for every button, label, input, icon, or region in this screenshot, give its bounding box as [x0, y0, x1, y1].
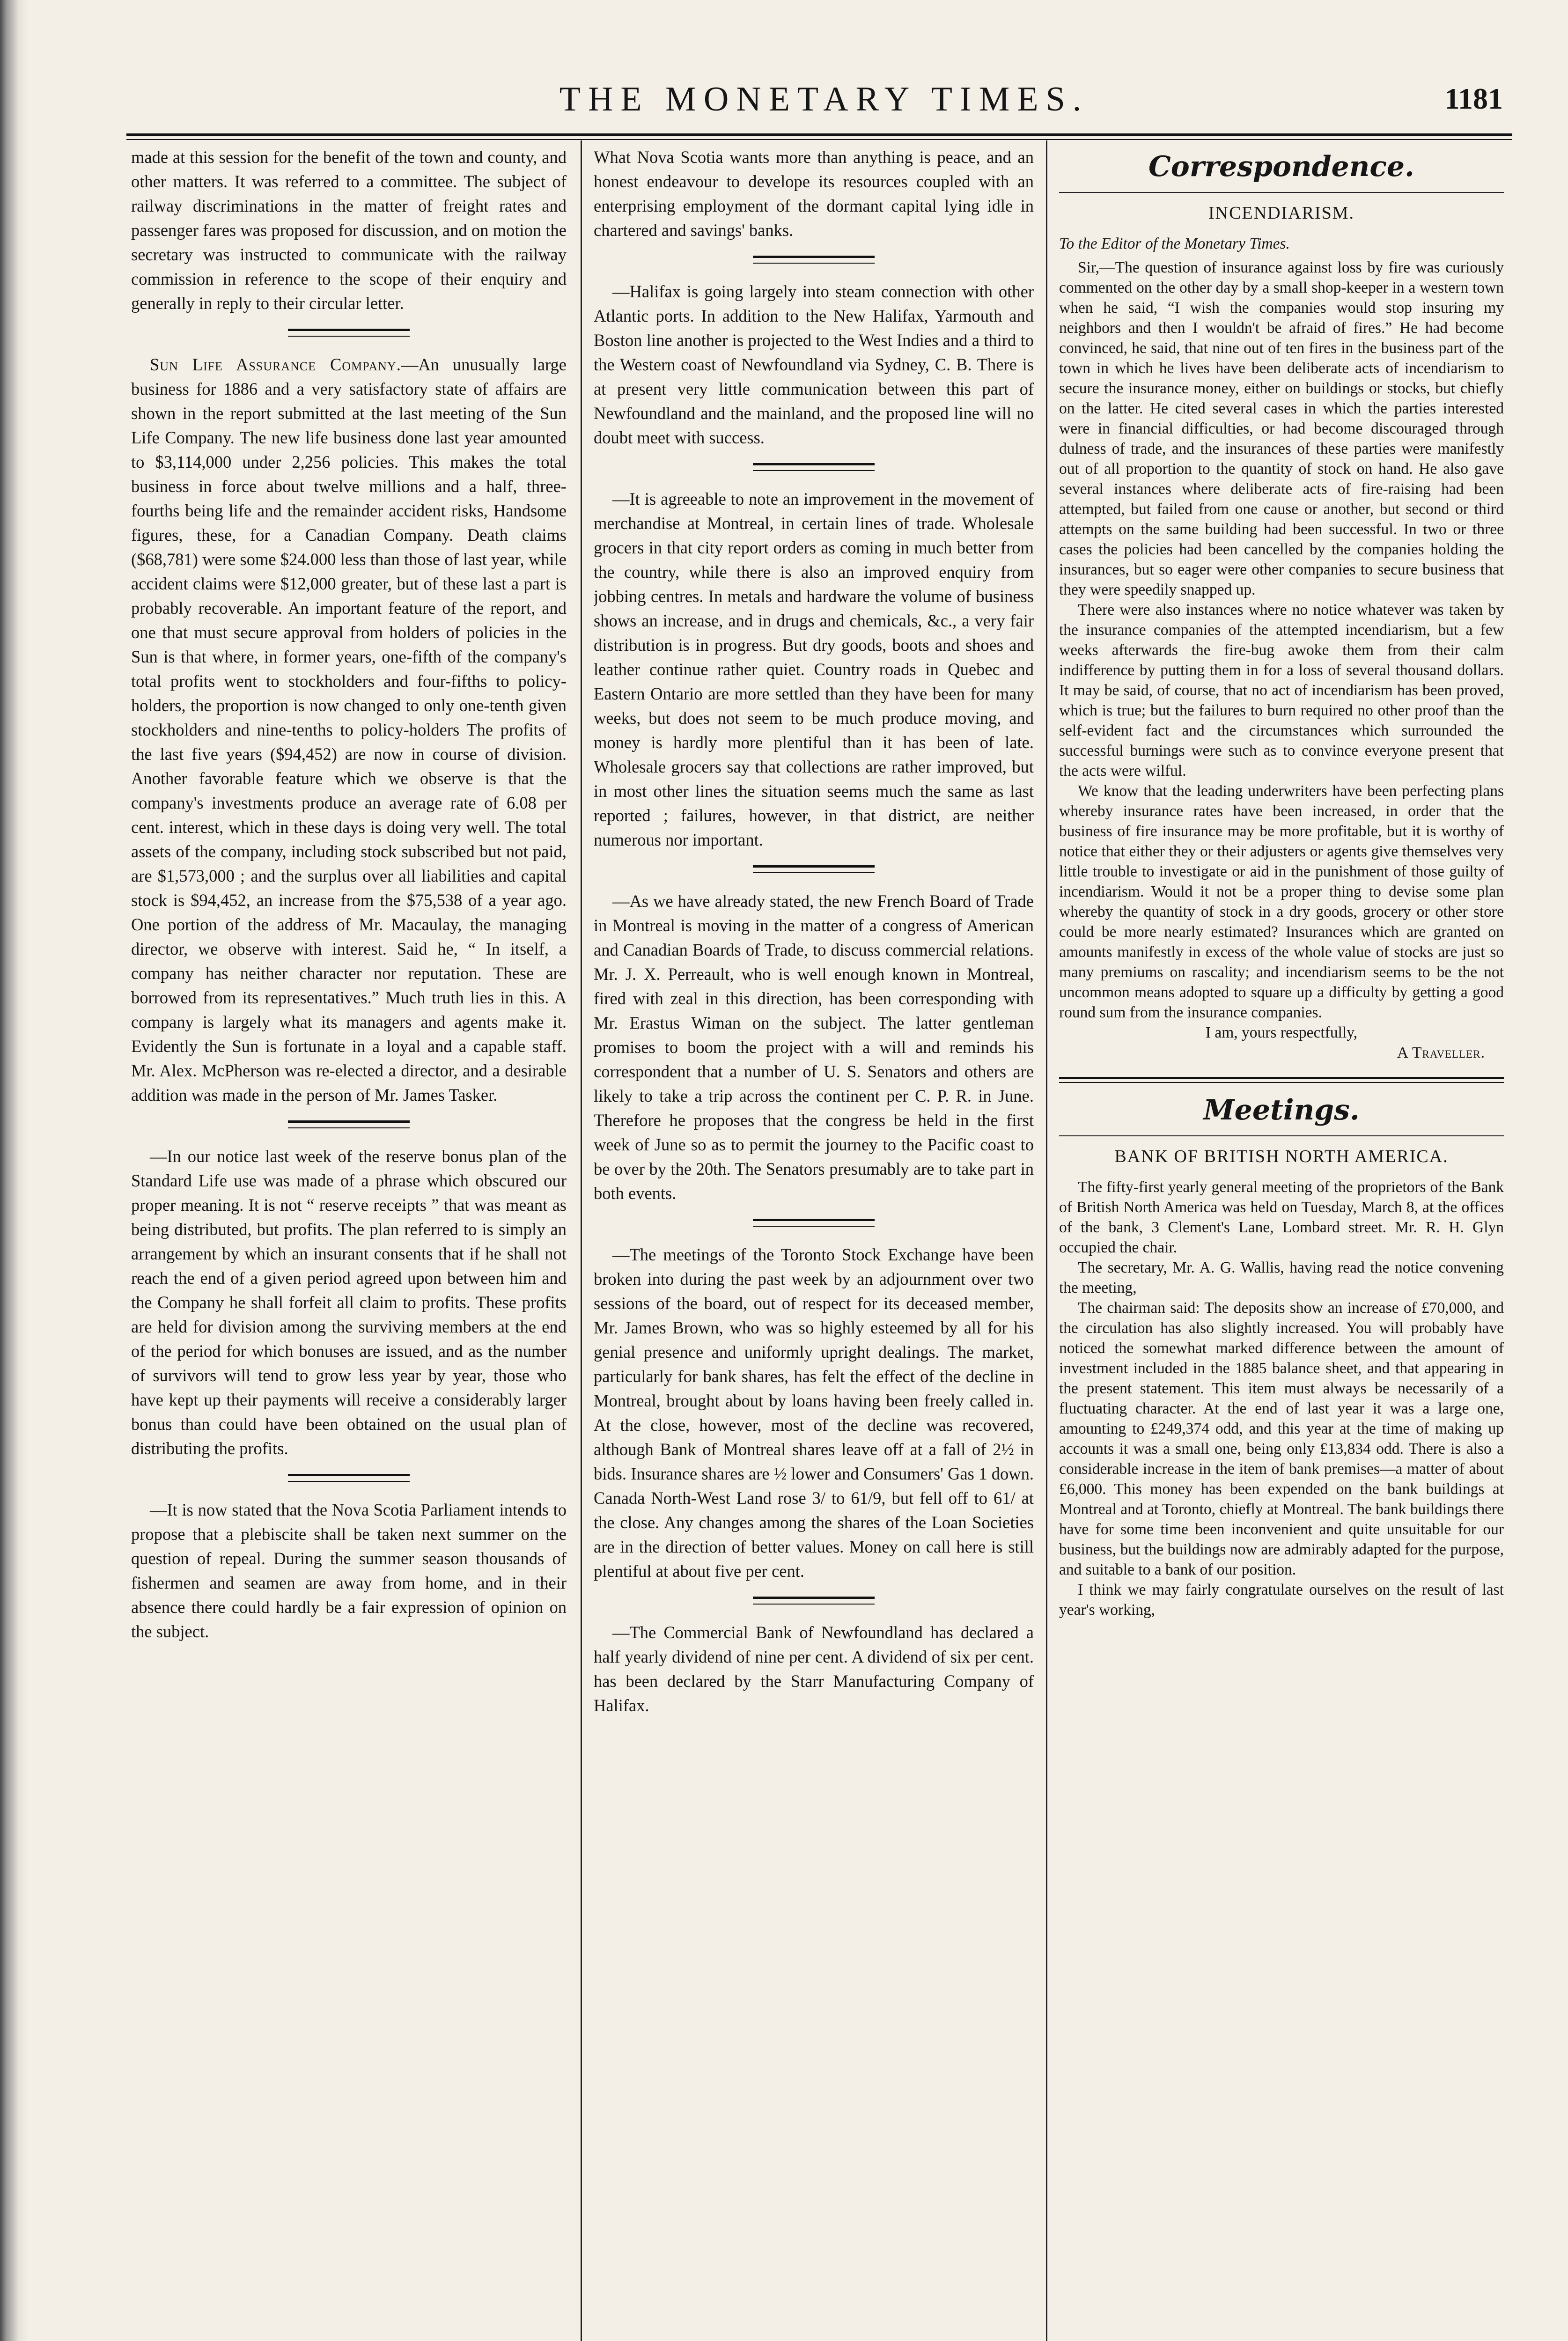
article-separator: [753, 1597, 875, 1605]
article-separator: [753, 463, 875, 471]
paragraph: —It is agreeable to note an improvement in the movement of merchandise at Montreal, in certain lines of trade. Wholesale grocers in that city report orders as coming in much better from the country, while there is also an improved enquiry from jobbing centres. In metals and hardware the volume of business shows an increase, and in drugs and chemicals, &c., a very fair distribution is in progress. But dry goods, boots and shoes and leather continue rather quiet. Country roads in Quebec and Eastern Ontario are more settled than they have been for many weeks, but does not seem to be much produce moving, and money is hardly more plentiful than it has been of late. Wholesale grocers say that collections are rather improved, but in most other lines the situation seems much the same as last reported ; failures, however, in that district, are neither numerous nor important.: [594, 489, 1034, 849]
paragraph: made at this session for the benefit of the town and county, and other matters. It was referred to a committee. The subject of railway discriminations in the matter of freight rates and passenger fares was proposed for discussion, and on motion the secretary was instructed to communicate with the railway commission in reference to the scope of their enquiry and generally in reply to their circular letter.: [131, 147, 567, 313]
paragraph: —As we have already stated, the new French Board of Trade in Montreal is moving in the matter of a congress of American and Canadian Boards of Trade, to discuss commercial relations. Mr. J. X. Perreault, who is well enough known in Montreal, fired with zeal in this direction, has been corresponding with Mr. Erastus Wiman on the subject. The latter gentleman promises to boom the project with a will and reminds his correspondent that a number of U. S. Senators and others are likely to take a trip across the continent per C. P. R. in June. Therefore he proposes that the congress be held in the first week of June so as to permit the journey to the Pacific coast to be over by the 20th. The Senators presumably are to take part in both events.: [594, 891, 1034, 1203]
section-rule: [1059, 1077, 1504, 1083]
article-montreal: [594, 487, 1034, 852]
masthead: THE MONETARY TIMES.: [559, 80, 1089, 118]
paragraph: I think we may fairly congratulate ourselves on the result of last year's working,: [1059, 1581, 1504, 1619]
page-spine-shadow: [0, 0, 28, 2341]
paragraph: We know that the leading underwriters have been perfecting plans whereby insurance rates have been increased, in order that the business of fire insurance may be more profitable, but it is worthy of notice that either they or their adjusters or agents give themselves very little trouble to investigate or aid in the punishment of those guilty of incendiarism. Would it not be a proper thing to devise some plan whereby the quantity of stock in a dry goods, grocery or other store could be more nearly estimated? Insurances which are granted on amounts manifestly in excess of the whole value of stocks are just so many premiums on rascality; and incendiarism seems to be the not uncommon means adopted to square up a difficulty by getting a good round sum from the insurance companies.: [1059, 782, 1504, 1021]
article-french-board: [594, 889, 1034, 1206]
paragraph: There were also instances where no notice whatever was taken by the insurance companies of the attempted incendiarism, but a few weeks afterwards the fire-bug awoke them from their calm indifference by putting them in for a loss of several thousand dollars. It may be said, of course, that no act of incendiarism has been proved, which is true; but the failures to burn required no other proof than the self-evident fact and the circumstances which surrounded the successful burnings were such as to convince everyone present that the acts were wilful.: [1059, 601, 1504, 780]
article-separator: [753, 1219, 875, 1227]
article-separator: [753, 256, 875, 264]
column-divider-2: [1046, 140, 1047, 2341]
article-halifax: [594, 280, 1034, 450]
article-continued: [131, 145, 567, 316]
paragraph: The secretary, Mr. A. G. Wallis, having read the notice convening the meeting,: [1059, 1259, 1504, 1296]
paragraph: The fifty-first yearly general meeting of the proprietors of the Bank of British North America was held on Tuesday, March 8, at the offices of the bank, 3 Clement's Lane, Lombard street. Mr. R. H. Glyn occupied the chair.: [1059, 1178, 1504, 1256]
paragraph: —In our notice last week of the reserve bonus plan of the Standard Life use was made of a phrase which obscured our proper meaning. It is not “ reserve receipts ” that was meant as being distributed, but profits. The plan referred to is simply an arrangement by which an insurant consents that if he shall not reach the end of a given period agreed upon between him and the Company he shall forfeit all claim to profits. These profits are held for division among the surviving members at the end of the period for which bonuses are issued, and as the number of survivors will tend to grow less year by year, those who have kept up their payments will receive a considerably larger bonus than could have been obtained on the usual plan of distributing the profits.: [131, 1147, 567, 1458]
paragraph: —The Commercial Bank of Newfoundland has declared a half yearly dividend of nine per cent. A dividend of six per cent. has been declared by the Starr Manufacturing Company of Halifax.: [594, 1623, 1034, 1715]
section-rule: [1059, 192, 1504, 193]
article-sun-life: [131, 353, 567, 1107]
meeting-heading: BANK OF BRITISH NORTH AMERICA.: [1114, 1147, 1449, 1166]
article-body: —An unusually large business for 1886 and a very satisfactory state of affairs are shown in the report submitted at the last meeting of the Sun Life Company. The new life business done last year amounted to $3,114,000 under 2,256 policies. This makes the total business in force about twelve millions and a half, three-fourths being life and the remainder accident risks, Handsome figures, these, for a Canadian Company. Death claims ($68,781) were some $24.000 less than those of last year, while accident claims were $12,000 greater, but of these last a part is probably recoverable. An important feature of the report, and one that must secure approval from holders of policies in the Sun is that where, in former years, one-fifth of the company's total profits went to stockholders and four-fifths to policy-holders, the proportion is now changed to only one-tenth given stockholders and nine-tenths to policy-holders The profits of the last five years ($94,452) are now in course of division. Another favorable feature which we observe is that the company's investments produce an average rate of 6.08 per cent. interest, which in these days is doing very well. The total assets of the company, including stock subscribed but not paid, are $1,573,000 ; and the surplus over all liabilities and capital stock is $94,452, an increase from the $75,538 of a year ago. One portion of the address of Mr. Macaulay, the managing director, we observe with interest. Said he, “ In itself, a company has neither character nor reputation. These are borrowed from its representatives.” Much truth lies in this. A company is largely what its managers and agents make it. Evidently the Sun is fortunate in a loyal and a capable staff. Mr. Alex. McPherson was re-elected a director, and a desirable addition was made in the person of Mr. James Tasker.: [131, 355, 567, 1104]
article-separator: [753, 865, 875, 873]
paragraph: —Halifax is going largely into steam connection with other Atlantic ports. In addition to the New Halifax, Yarmouth and Boston line another is projected to the West Indies and a third to the Western coast of Newfoundland via Sydney, C. B. There is at present very little communication between this part of Newfoundland and the mainland, and the proposed line will no doubt meet with success.: [594, 282, 1034, 447]
letter-salutation: To the Editor of the Monetary Times.: [1059, 235, 1290, 252]
article-commercial-bank: [594, 1620, 1034, 1718]
article-nova-scotia: [131, 1498, 567, 1644]
column-right: [1059, 145, 1504, 2327]
article-separator: [288, 1474, 410, 1482]
header-rule: [126, 133, 1512, 140]
paragraph: The chairman said: The deposits show an increase of £70,000, and the circulation has also slightly increased. You will probably have noticed the somewhat marked difference between the amount of investment included in the 1885 balance sheet, and that appearing in the present statement. This item must always be necessarily of a fluctuating character. At the end of last year it was a large one, amounting to £249,374 odd, and this year at the time of making up accounts it was a small one, being only £13,834 odd. There is also a considerable increase in the item of bank premises—a matter of about £6,000. This money has been expended on the bank buildings at Montreal and at Toronto, chiefly at Montreal. The bank buildings there have for some time been inconvenient and quite unsuitable for our business, but the buildings now are admirably adapted for the purpose, and suitable to a bank of our position.: [1059, 1299, 1504, 1578]
article-separator: [288, 329, 410, 337]
page-number: 1181: [1444, 82, 1503, 115]
paragraph: What Nova Scotia wants more than anything is peace, and an honest endeavour to develope its resources coupled with an enterprising employment of the dormant capital lying idle in chartered and savings' banks.: [594, 147, 1034, 240]
section-rule: [1059, 1135, 1504, 1136]
article-separator: [288, 1120, 410, 1128]
article-standard-life: [131, 1144, 567, 1461]
letter-heading: INCENDIARISM.: [1208, 203, 1355, 223]
article-toronto-stock: [594, 1243, 1034, 1583]
paragraph: Sir,—The question of insurance against loss by fire was curiously commented on the other day by a small shop-keeper in a western town when he said, “I wish the companies would stop insuring my neighbors and then I wouldn't be afraid of fires.” He had become convinced, he said, that nine out of ten fires in the business part of the town in which he lives have been deliberate acts of incendiarism to secure the insurance money, either on buildings or stocks, but chiefly on the latter. He cited several cases in which the parties interested were in financial difficulties, or had become discouraged through dulness of trade, and the insurances of these parties were manifestly out of all proportion to the quantity of stock on hand. He also gave several instances where deliberate acts of fire-raising had been attempted, but failed from one cause or another, but second or third attempts on the same building had been successful. In two or three cases the policies had been cancelled by the companies holding the insurances, but so eager were other companies to secure business that they were speedily snapped up.: [1059, 259, 1504, 598]
column-divider-1: [581, 140, 582, 2341]
paragraph: [131, 353, 567, 1107]
letter-signoff: I am, yours respectfully,: [1205, 1024, 1358, 1041]
article-lead: Sun Life Assurance Company.: [150, 355, 401, 374]
article-nova-scotia-continued: [594, 145, 1034, 243]
column-left: [131, 145, 567, 2327]
page-header: [126, 80, 1522, 131]
paragraph: —It is now stated that the Nova Scotia Parliament intends to propose that a plebiscite shall be taken next summer on the question of repeal. During the summer season thousands of fishermen and seamen are away from home, and in their absence there could hardly be a fair expression of opinion on the subject.: [131, 1500, 567, 1641]
column-middle: [594, 145, 1034, 2327]
letter-signature: A Traveller.: [1397, 1044, 1485, 1061]
section-title-meetings: Meetings.: [1203, 1094, 1360, 1126]
section-title-correspondence: Correspondence.: [1148, 150, 1414, 183]
paragraph: —The meetings of the Toronto Stock Exchange have been broken into during the past week by an adjournment over two sessions of the board, out of respect for its deceased member, Mr. James Brown, who was so highly esteemed by all for his genial presence and uniformly upright dealings. The market, particularly for bank shares, has felt the effect of the decline in Montreal, brought about by loans having been freely called in. At the close, however, most of the decline was recovered, although Bank of Montreal shares leave off at a fall of 2½ in bids. Insurance shares are ½ lower and Consumers' Gas 1 down. Canada North-West Land rose 3/ to 61/9, but fell off to 61/ at the close. Any changes among the shares of the Loan Societies are in the direction of better values. Money on call here is still plentiful at about five per cent.: [594, 1245, 1034, 1581]
